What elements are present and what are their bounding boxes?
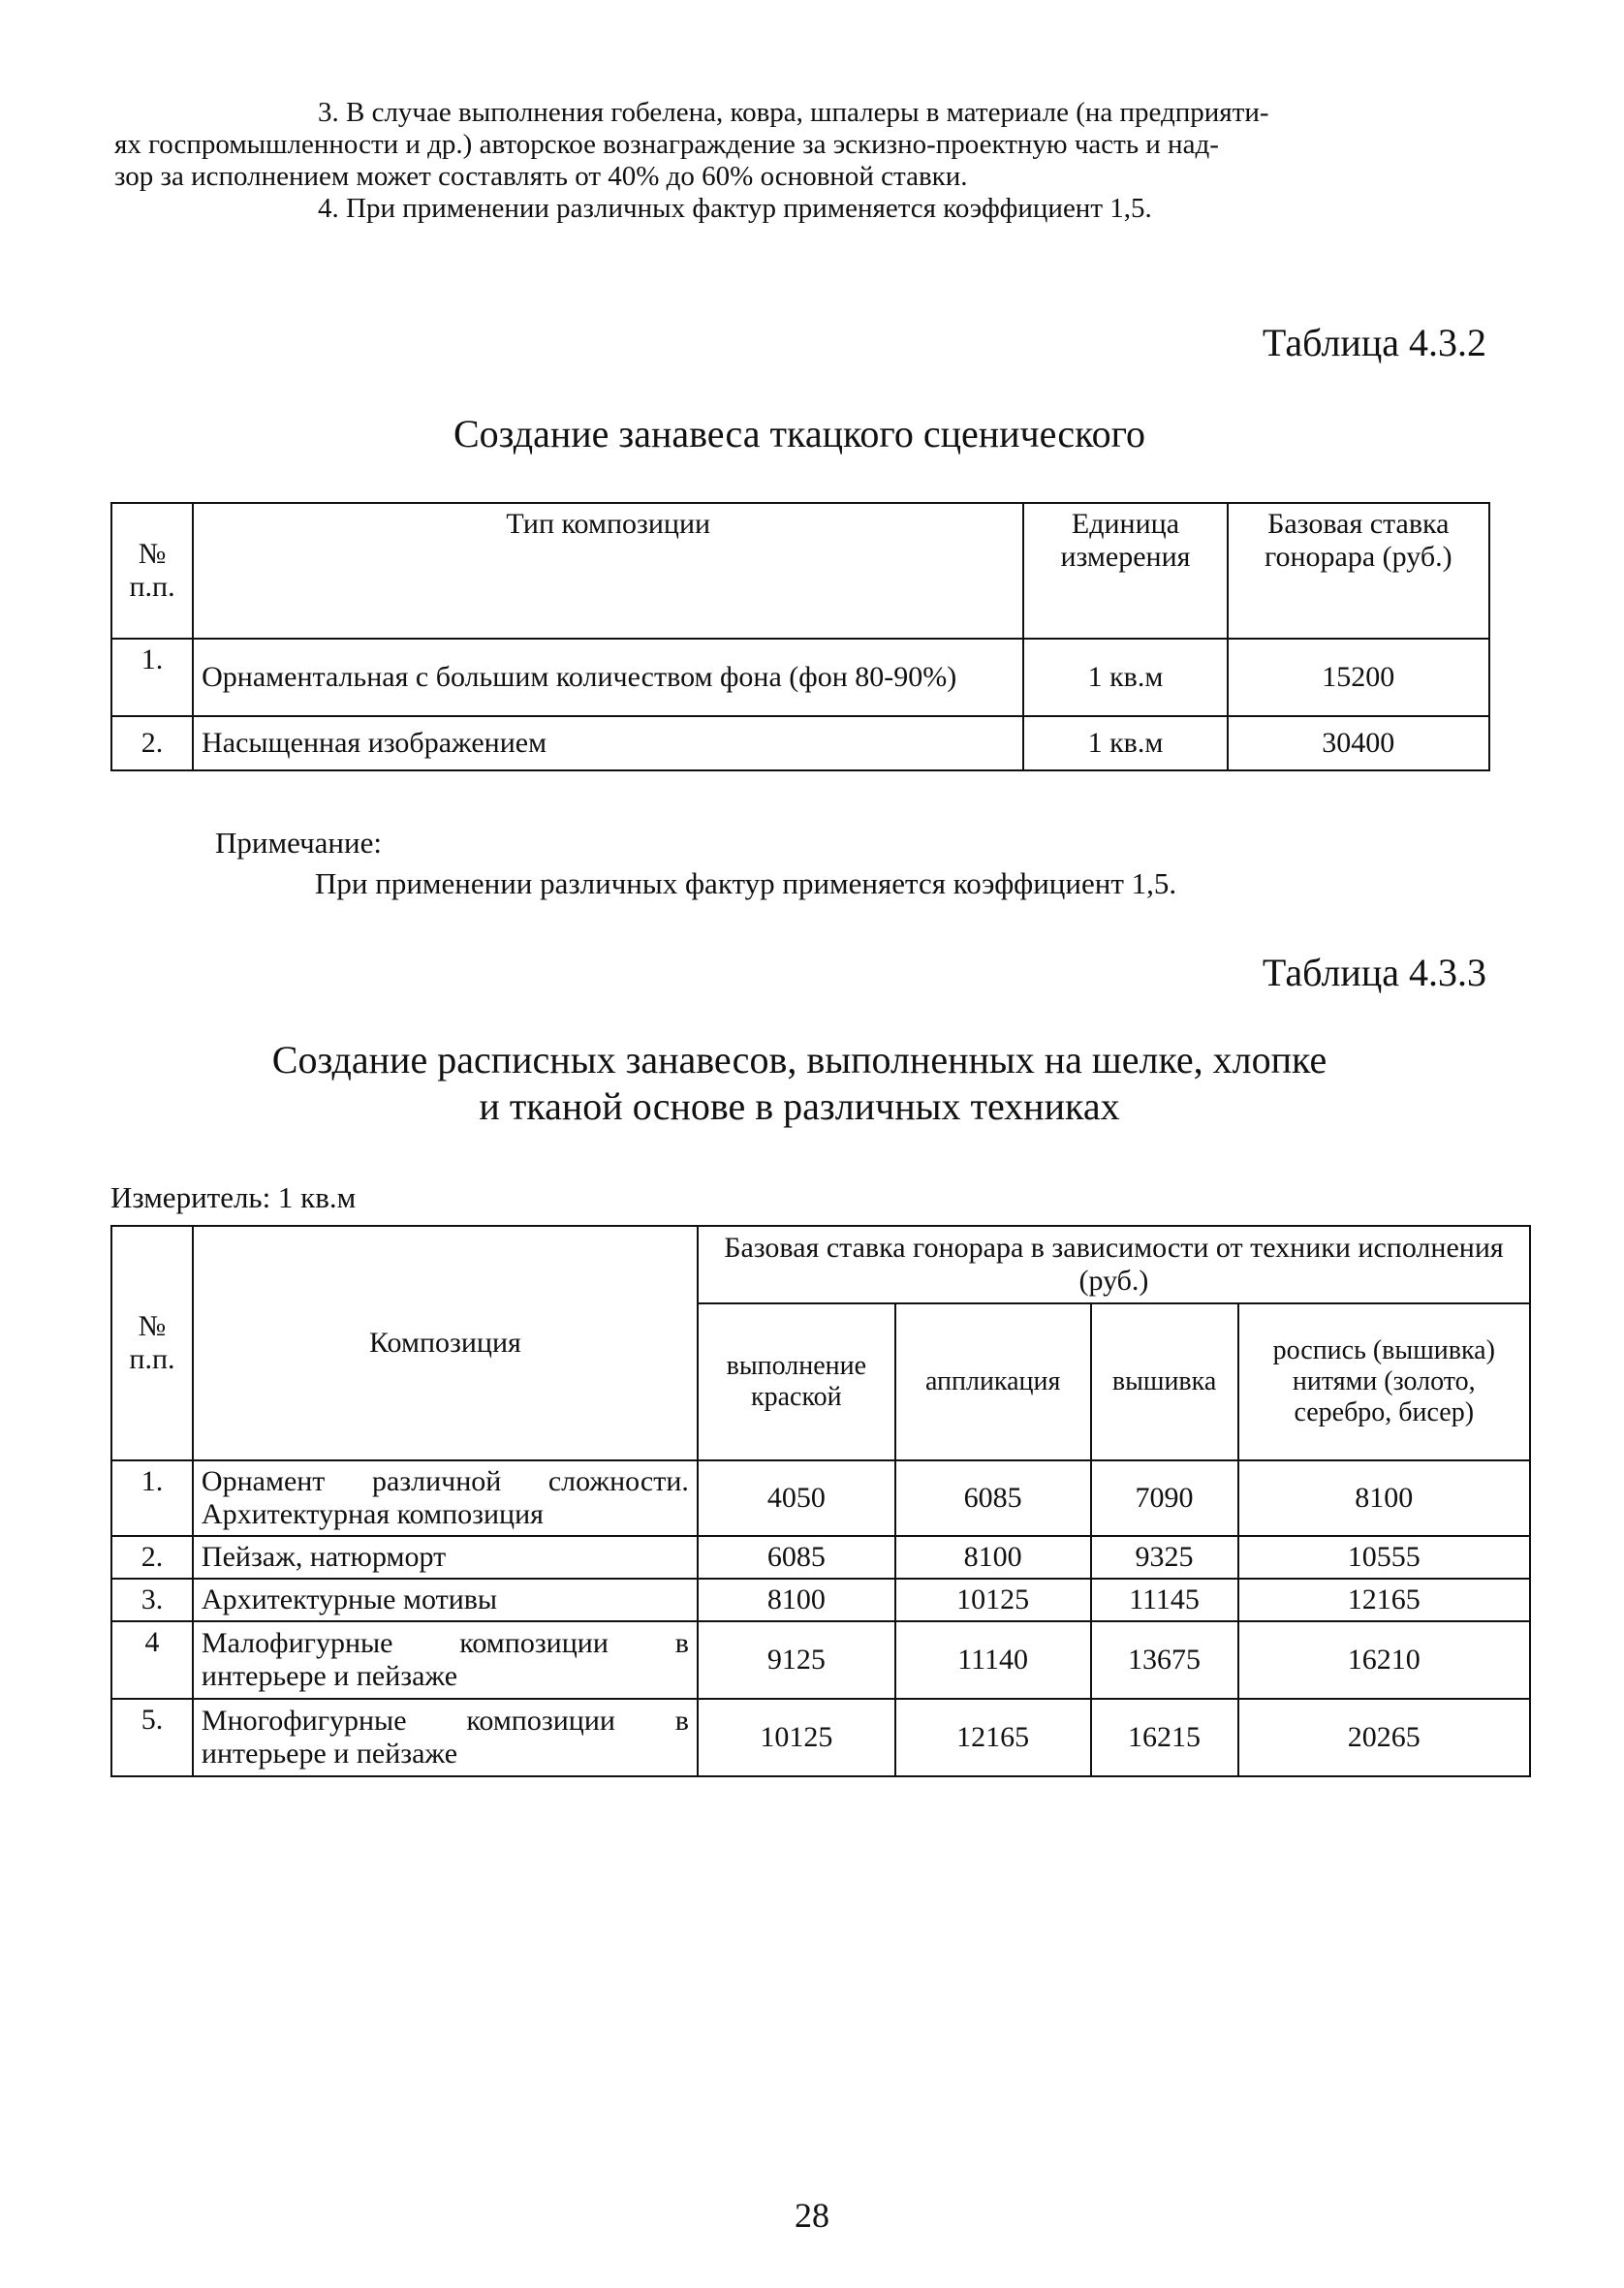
t2-row1-num: 1. xyxy=(111,1460,193,1536)
intro-p3-line2: ях госпромышленности и др.) авторское вознаграждение за эскизно-проектную часть и над- xyxy=(114,129,1219,160)
table2-measure: Измеритель: 1 кв.м xyxy=(110,1180,357,1214)
t2-row4-embroidery: 13675 xyxy=(1091,1621,1238,1699)
t1-row1-num: 1. xyxy=(111,639,193,716)
t1-row1-type: Орнаментальная с большим количеством фона (фон 80-90%) xyxy=(193,639,1023,716)
t1-header-num: № п.п. xyxy=(111,503,193,639)
t1-header-unit: Единица измерения xyxy=(1023,503,1227,639)
t2-row2-embroidery: 9325 xyxy=(1091,1536,1238,1579)
table1-note-text: При применении различных фактур применяется коэффициент 1,5. xyxy=(315,866,1177,900)
t2-row3-paint: 8100 xyxy=(698,1579,895,1621)
table2-title-line2: и тканой основе в различных техниках xyxy=(479,1084,1120,1128)
t2-row4-composition: Малофигурные композиции в интерьере и пейзаже xyxy=(193,1621,698,1699)
t2-header-group: Базовая ставка гонорара в зависимости от техники исполнения (руб.) xyxy=(698,1226,1530,1303)
t1-row2-unit: 1 кв.м xyxy=(1023,716,1227,770)
t2-row4-num: 4 xyxy=(111,1621,193,1699)
t2-row2-applique: 8100 xyxy=(895,1536,1091,1579)
t2-row5-threads: 20265 xyxy=(1238,1699,1531,1776)
t2-row1-applique: 6085 xyxy=(895,1460,1091,1536)
t2-row5-paint: 10125 xyxy=(698,1699,895,1776)
t2-row3-num: 3. xyxy=(111,1579,193,1621)
t2-row5-composition: Многофигурные композиции в интерьере и пейзаже xyxy=(193,1699,698,1776)
t2-row1-threads: 8100 xyxy=(1238,1460,1531,1536)
t2-row4-threads: 16210 xyxy=(1238,1621,1531,1699)
t2-header-paint: выполнение краской xyxy=(698,1303,895,1460)
t1-row1-unit: 1 кв.м xyxy=(1023,639,1227,716)
intro-p4: 4. При применении различных фактур применяется коэффициент 1,5. xyxy=(318,193,1152,224)
t2-header-composition: Композиция xyxy=(193,1226,698,1460)
t2-row1-composition: Орнамент различной сложности. Архитектурная композиция xyxy=(193,1460,698,1536)
t2-row2-composition: Пейзаж, натюрморт xyxy=(193,1536,698,1579)
t2-row1-embroidery: 7090 xyxy=(1091,1460,1238,1536)
t2-row1-paint: 4050 xyxy=(698,1460,895,1536)
t2-row5-embroidery: 16215 xyxy=(1091,1699,1238,1776)
table1-note-heading: Примечание: xyxy=(215,826,382,860)
intro-p3-line3: зор за исполнением может составлять от 40% до 60% основной ставки. xyxy=(114,161,968,192)
t2-header-num: № п.п. xyxy=(111,1226,193,1460)
t1-row2-num: 2. xyxy=(111,716,193,770)
t2-header-applique: аппликация xyxy=(895,1303,1091,1460)
t1-header-rate: Базовая ставка гонорара (руб.) xyxy=(1228,503,1489,639)
t2-header-threads: роспись (вышивка) нитями (золото, серебро, бисер) xyxy=(1238,1303,1531,1460)
t2-row2-paint: 6085 xyxy=(698,1536,895,1579)
t2-row2-threads: 10555 xyxy=(1238,1536,1531,1579)
page-number: 28 xyxy=(795,2196,829,2235)
t1-row1-rate: 15200 xyxy=(1228,639,1489,716)
t2-row5-applique: 12165 xyxy=(895,1699,1091,1776)
intro-paragraphs xyxy=(114,97,1490,225)
t2-header-embroidery: вышивка xyxy=(1091,1303,1238,1460)
intro-p3-line1: 3. В случае выполнения гобелена, ковра, шпалеры в материале (на предприяти- xyxy=(318,97,1269,128)
table1-title: Создание занавеса ткацкого сценического xyxy=(453,412,1145,455)
t2-row3-embroidery: 11145 xyxy=(1091,1579,1238,1621)
table2-caption: Таблица 4.3.3 xyxy=(1262,951,1486,994)
t2-row3-applique: 10125 xyxy=(895,1579,1091,1621)
table2-title-line1: Создание расписных занавесов, выполненных на шелке, хлопке xyxy=(271,1038,1327,1081)
table1-caption: Таблица 4.3.2 xyxy=(1262,321,1486,364)
t1-row2-type: Насыщенная изображением xyxy=(193,716,1023,770)
t2-row3-composition: Архитектурные мотивы xyxy=(193,1579,698,1621)
t2-row2-num: 2. xyxy=(111,1536,193,1579)
table-stage-curtain xyxy=(110,502,1490,771)
t1-row2-rate: 30400 xyxy=(1228,716,1489,770)
t2-row3-threads: 12165 xyxy=(1238,1579,1531,1621)
t1-header-type: Тип композиции xyxy=(193,503,1023,639)
t2-row4-applique: 11140 xyxy=(895,1621,1091,1699)
t2-row4-paint: 9125 xyxy=(698,1621,895,1699)
t2-row5-num: 5. xyxy=(111,1699,193,1776)
table-painted-curtains xyxy=(110,1225,1531,1777)
